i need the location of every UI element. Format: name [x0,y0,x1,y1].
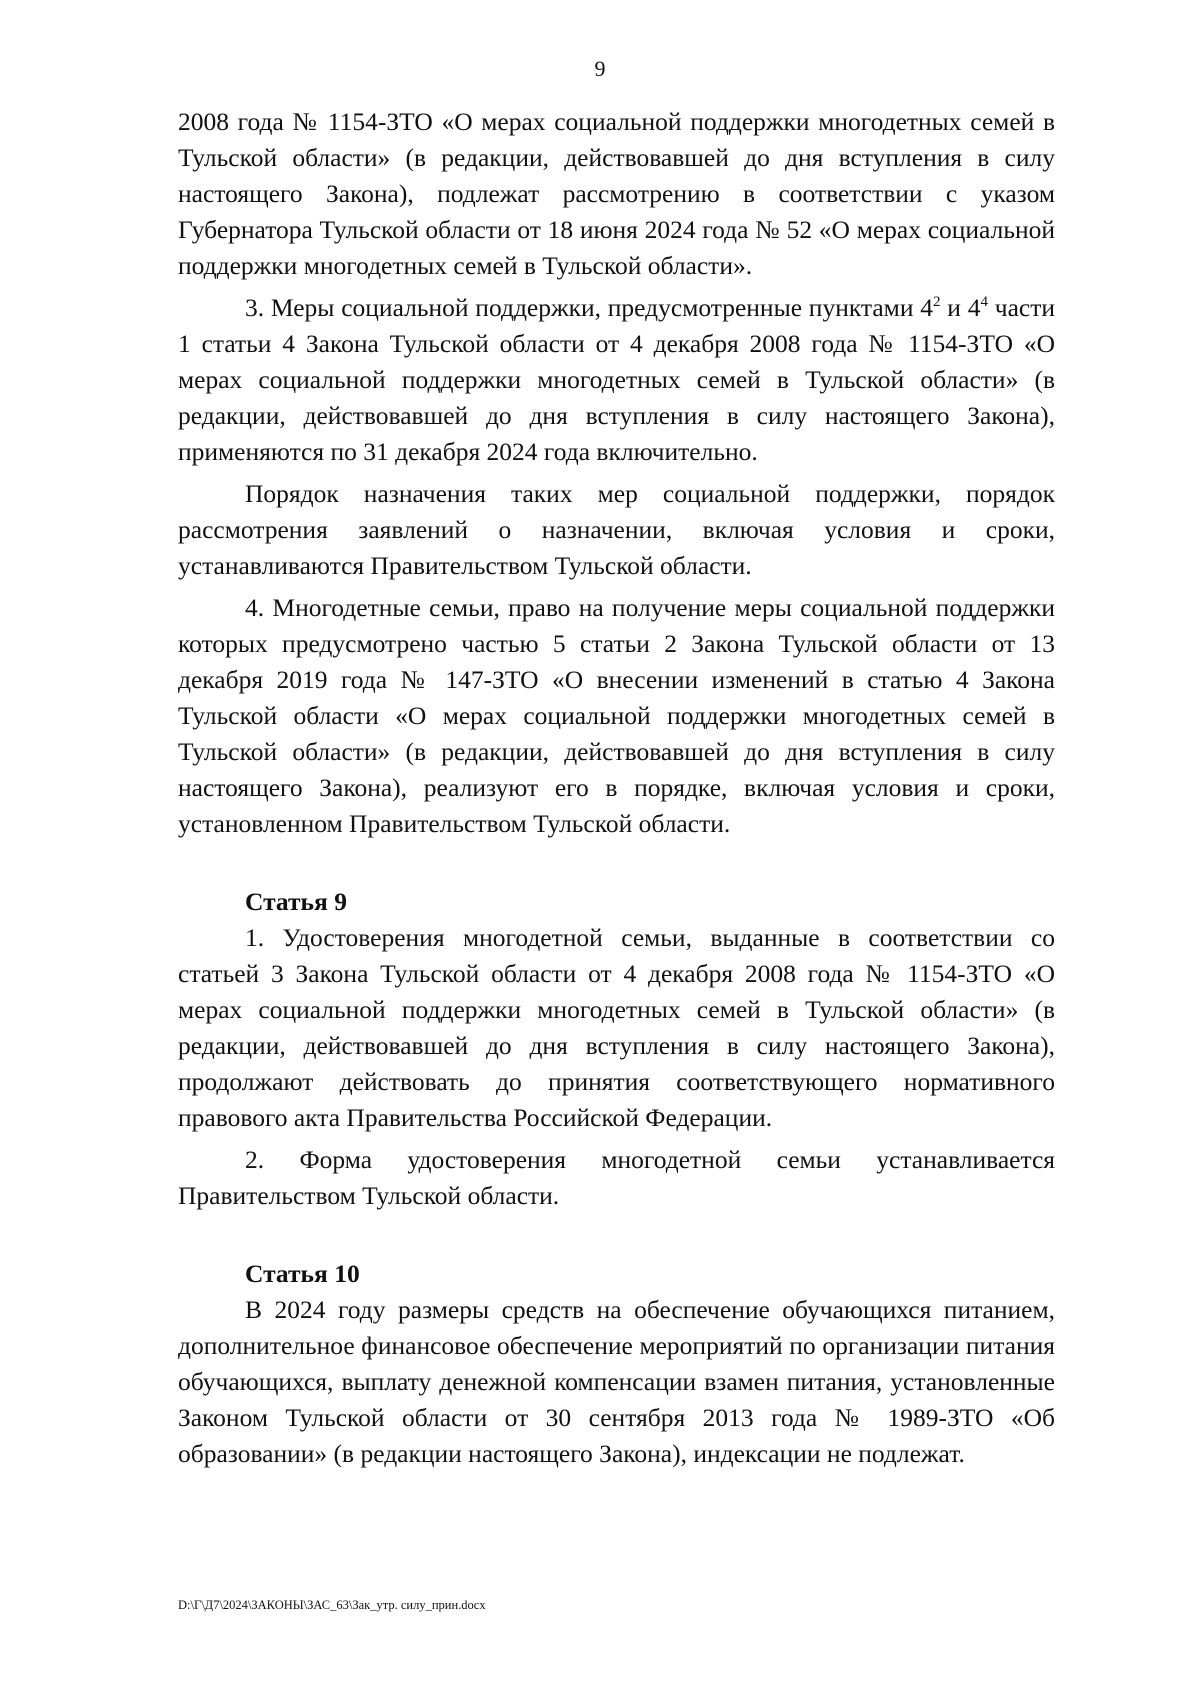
footer-file-path: D:\Г\Д7\2024\ЗАКОНЫ\ЗАС_63\Зак_утр. силу_прин.docx [178,1598,486,1612]
article-9-item-1: 1. Удостоверения многодетной семьи, выданные в соответствии со статьей 3 Закона Тульской области от 4 декабря 2008 года № 1154-ЗТО «О мерах социальной поддержки многодетных семей в Тульской области» (в редакции, действовавшей до дня вступления в силу настоящего Закона), продолжают действовать до принятия соответствующего нормативного правового акта Правительства Российской Федерации. [178,923,1055,1132]
paragraph-item-3 [178,290,1055,470]
paragraph-continuation: 2008 года № 1154-ЗТО «О мерах социальной поддержки многодетных семей в Тульской области» (в редакции, действовавшей до дня вступления в силу настоящего Закона), подлежат рассмотрению в соответствии с указом Губернатора Тульской области от 18 июня 2024 года № 52 «О мерах социальной поддержки многодетных семей в Тульской области». [178,107,1055,280]
paragraph-procedure: Порядок назначения таких мер социальной поддержки, порядок рассмотрения заявлений о назначении, включая условия и сроки, устанавливаются Правительством Тульской области. [178,479,1055,580]
document-body [178,104,1055,1472]
article-9-item-2: 2. Форма удостоверения многодетной семьи устанавливается Правительством Тульской области. [178,1145,1055,1210]
paragraph-item-3-end: части 1 статьи 4 Закона Тульской области от 4 декабря 2008 года № 1154-ЗТО «О мерах социальной поддержки многодетных семей в Тульской области» (в редакции, действовавшей до дня вступления в силу настоящего Закона), применяются по 31 декабря 2024 года включительно. [178,293,1055,466]
article-10-heading: Статья 10 [245,1259,360,1288]
paragraph-item-3-start: 3. Меры социальной поддержки, предусмотренные пунктами 4 [245,293,933,322]
superscript-4: 4 [980,294,988,310]
page-number: 9 [594,56,606,81]
article-10-paragraph: В 2024 году размеры средств на обеспечение обучающихся питанием, дополнительное финансовое обеспечение мероприятий по организации питания обучающихся, выплату денежной компенсации взамен питания, установленные Законом Тульской области от 30 сентября 2013 года № 1989-ЗТО «Об образовании» (в редакции настоящего Закона), индексации не подлежат. [178,1295,1055,1468]
paragraph-item-3-mid: и 4 [940,293,981,322]
superscript-2: 2 [933,294,941,310]
paragraph-item-4: 4. Многодетные семьи, право на получение меры социальной поддержки которых предусмотрено частью 5 статьи 2 Закона Тульской области от 13 декабря 2019 года № 147-ЗТО «О внесении изменений в статью 4 Закона Тульской области «О мерах социальной поддержки многодетных семей в Тульской области» (в редакции, действовавшей до дня вступления в силу настоящего Закона), реализуют его в порядке, включая условия и сроки, установленном Правительством Тульской области. [178,593,1055,838]
article-9-heading: Статья 9 [245,887,347,916]
